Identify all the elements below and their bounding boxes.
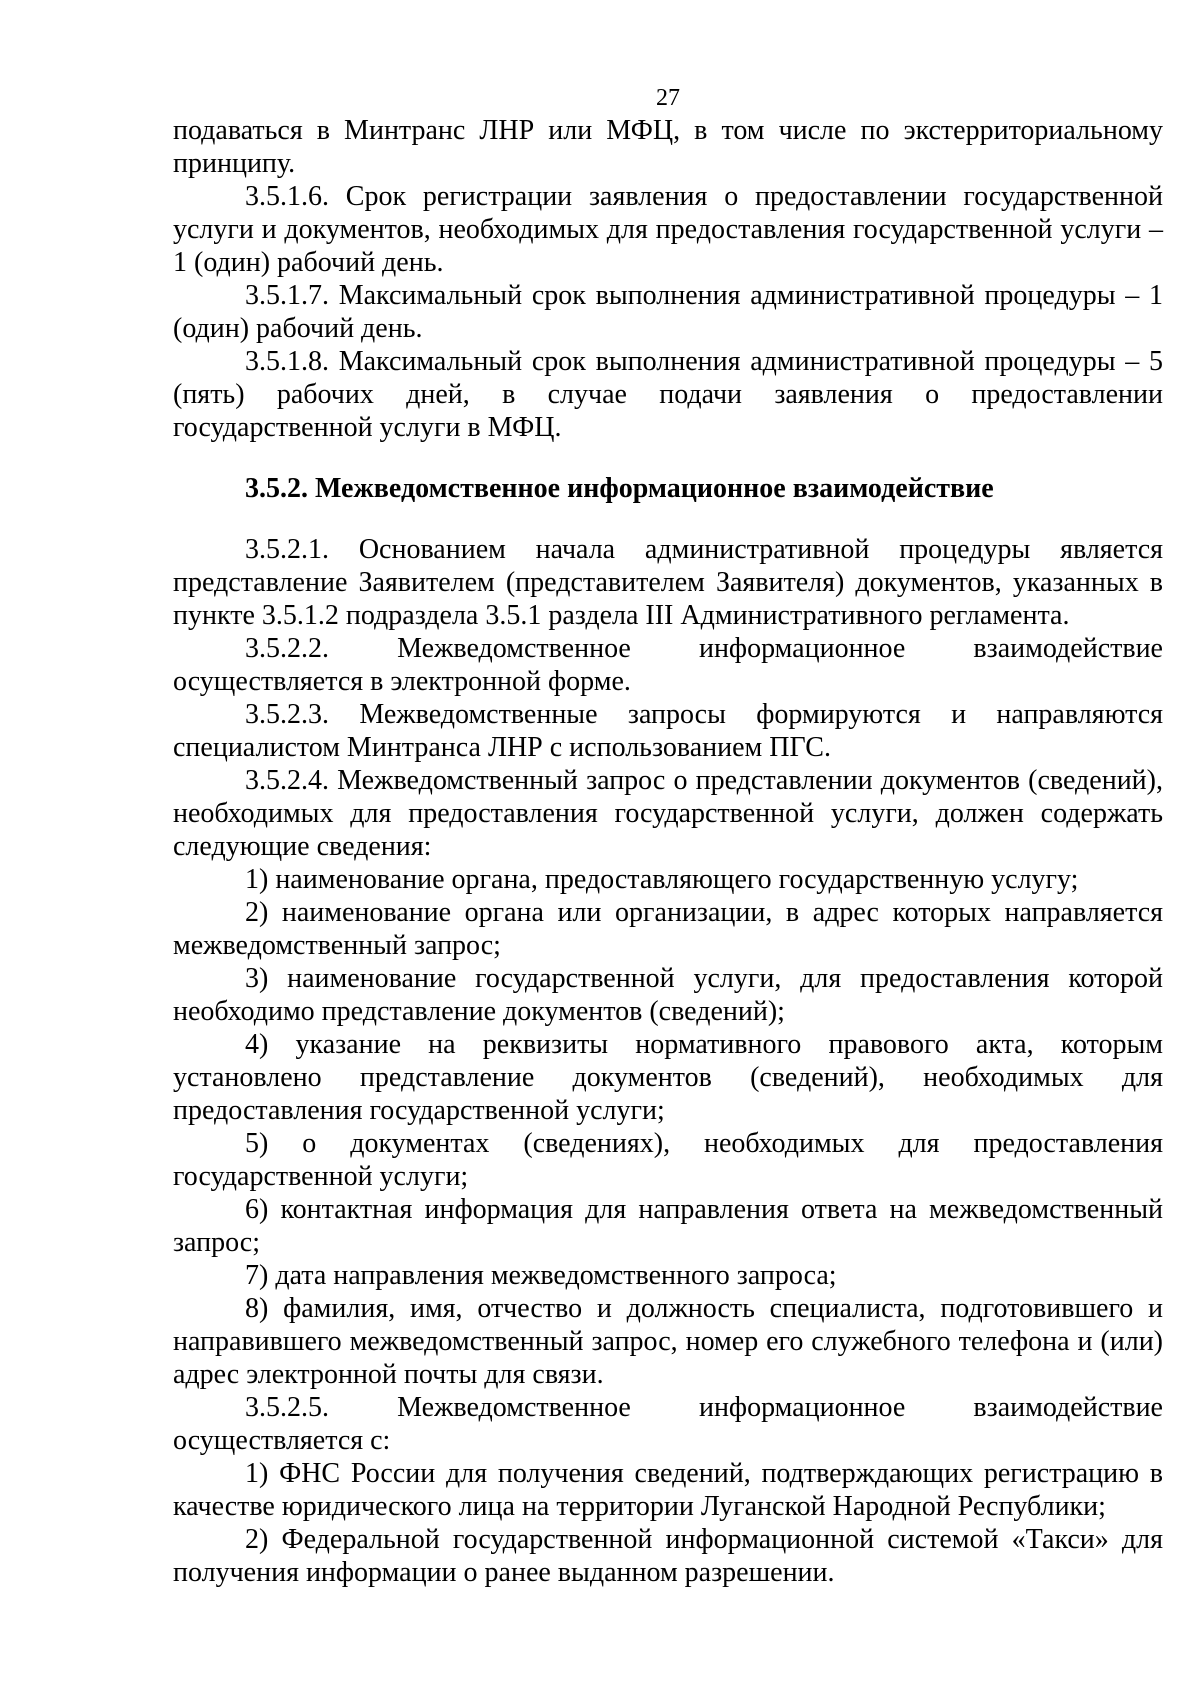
paragraph: 3.5.2.4. Межведомственный запрос о представлении документов (сведений), необходимых для предоставления государственной услуги, должен содержать следующие сведения: [173,765,1163,862]
list-item: 5) о документах (сведениях), необходимых для предоставления государственной услуги; [173,1128,1163,1192]
list-item: 7) дата направления межведомственного запроса; [245,1260,837,1291]
list-item: 6) контактная информация для направления ответа на межведомственный запрос; [173,1194,1163,1258]
document-page [173,84,1163,1589]
list-item: 3) наименование государственной услуги, для предоставления которой необходимо представление документов (сведений); [173,963,1163,1027]
page-number: 27 [656,85,680,111]
list-item: 4) указание на реквизиты нормативного правового акта, которым установлено представление документов (сведений), необходимых для предоставления государственной услуги; [173,1029,1163,1126]
list-item: 2) Федеральной государственной информационной системой «Такси» для получения информации о ранее выданном разрешении. [173,1524,1163,1588]
section-heading: 3.5.2. Межведомственное информационное взаимодействие [245,473,994,504]
list-item: 1) ФНС России для получения сведений, подтверждающих регистрацию в качестве юридического лица на территории Луганской Народной Республики; [173,1458,1163,1522]
list-item: 1) наименование органа, предоставляющего государственную услугу; [245,864,1079,895]
paragraph: 3.5.2.3. Межведомственные запросы формируются и направляются специалистом Минтранса ЛНР с использованием ПГС. [173,699,1163,763]
list-item: 2) наименование органа или организации, в адрес которых направляется межведомственный запрос; [173,897,1163,961]
paragraph: 3.5.1.7. Максимальный срок выполнения административной процедуры – 1 (один) рабочий день. [173,280,1163,344]
paragraph: 3.5.1.6. Срок регистрации заявления о предоставлении государственной услуги и документов, необходимых для предоставления государственной услуги – 1 (один) рабочий день. [173,181,1163,278]
paragraph: подаваться в Минтранс ЛНР или МФЦ, в том числе по экстерриториальному принципу. [173,115,1163,179]
paragraph: 3.5.1.8. Максимальный срок выполнения административной процедуры – 5 (пять) рабочих дней, в случае подачи заявления о предоставлении государственной услуги в МФЦ. [173,346,1163,443]
paragraph: 3.5.2.1. Основанием начала административной процедуры является представление Заявителем (представителем Заявителя) документов, указанных в пункте 3.5.1.2 подраздела 3.5.1 раздела III Административного регламента. [173,534,1163,631]
list-item: 8) фамилия, имя, отчество и должность специалиста, подготовившего и направившего межведомственный запрос, номер его служебного телефона и (или) адрес электронной почты для связи. [173,1293,1163,1390]
paragraph: 3.5.2.5. Межведомственное информационное взаимодействие осуществляется с: [173,1392,1163,1456]
paragraph: 3.5.2.2. Межведомственное информационное взаимодействие осуществляется в электронной форме. [173,633,1163,697]
